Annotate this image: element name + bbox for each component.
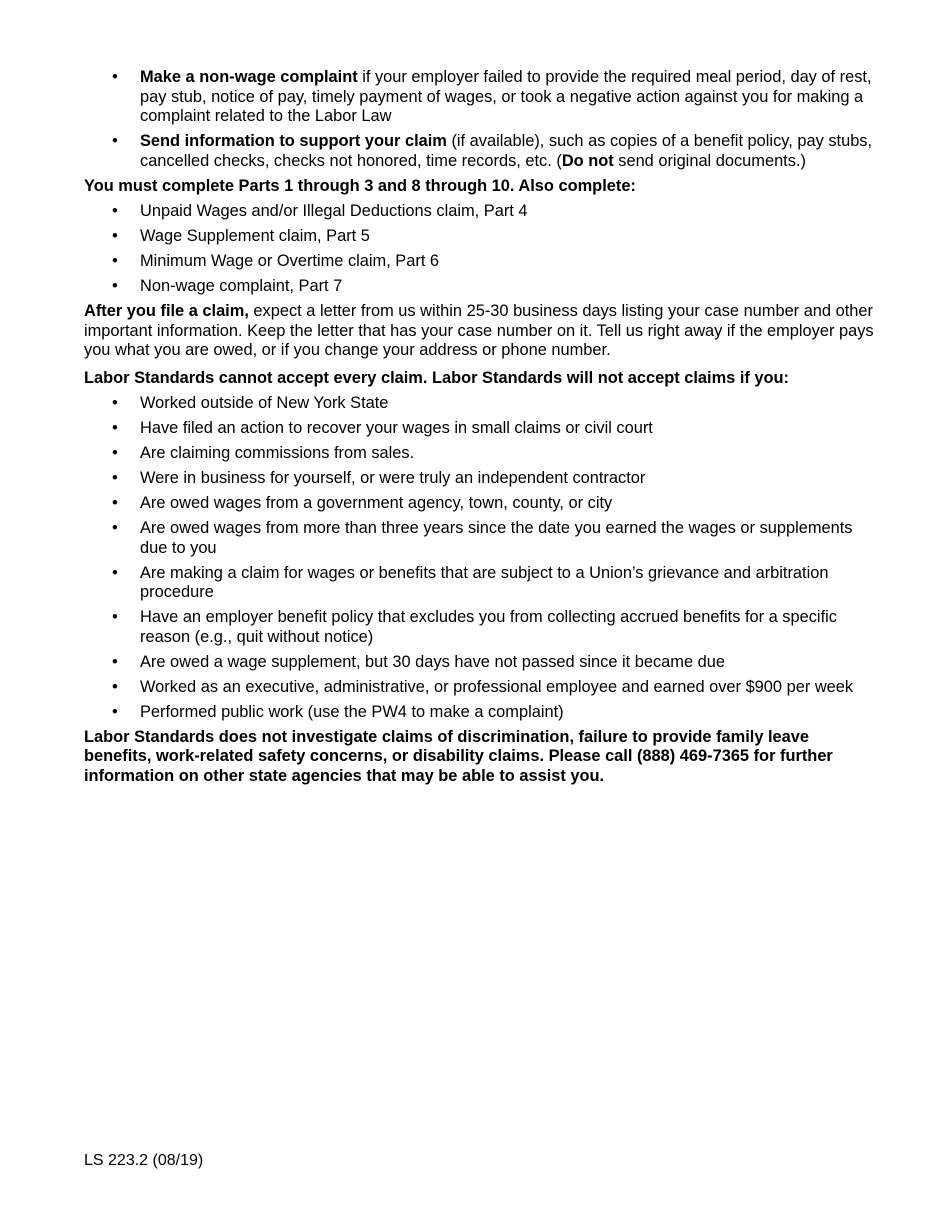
instruction-list — [84, 68, 874, 171]
closing-notice: Labor Standards does not investigate claims of discrimination, failure to provide family leave benefits, work-related safety concerns, or disability claims. Please call (888) 469-7365 for further information on other state agencies that may be able to assist you. — [84, 727, 833, 785]
list-item — [140, 68, 874, 127]
bold-lead: Make a non-wage complaint — [140, 68, 358, 86]
item-text: send original documents.) — [613, 151, 806, 170]
list-item: • Are owed a wage supplement, but 30 days have not passed since it became due — [140, 653, 874, 673]
list-item: • Are making a claim for wages or benefits that are subject to a Union’s grievance and arbitration procedure — [140, 564, 874, 603]
after-file-paragraph — [84, 302, 874, 361]
reject-claims-heading: Labor Standards cannot accept every claim. Labor Standards will not accept claims if you: — [84, 368, 789, 387]
list-item: • Wage Supplement claim, Part 5 — [140, 227, 874, 247]
list-item: • Have an employer benefit policy that excludes you from collecting accrued benefits for a specific reason (e.g., quit without notice) — [140, 608, 874, 647]
list-item: • Are owed wages from a government agency, town, county, or city — [140, 494, 874, 514]
list-item: • Minimum Wage or Overtime claim, Part 6 — [140, 252, 874, 272]
document-body — [84, 68, 874, 792]
list-item: • Worked as an executive, administrative, or professional employee and earned over $900 per week — [140, 678, 874, 698]
reject-claims-list — [84, 394, 874, 722]
complete-parts-heading: You must complete Parts 1 through 3 and 8 through 10. Also complete: — [84, 176, 636, 195]
bold-inline: Do not — [561, 151, 614, 170]
paragraph-text: expect a letter from us within 25-30 business days listing your case number and other important information. Keep the letter that has your case number on it. Tell us right away if the employer pays you what you are owed, or if you change your address or phone number. — [84, 302, 874, 359]
form-number-footer: LS 223.2 (08/19) — [84, 1152, 204, 1169]
item-text: if your employer failed to provide the required meal period, day of rest, pay stub, notice of pay, timely payment of wages, or took a negative action against you for making a complaint related to the Labor Law — [140, 68, 872, 125]
list-item: • Non-wage complaint, Part 7 — [140, 277, 874, 297]
list-item: • Unpaid Wages and/or Illegal Deductions claim, Part 4 — [140, 202, 874, 222]
list-item: • Performed public work (use the PW4 to make a complaint) — [140, 703, 874, 723]
list-item — [140, 132, 874, 171]
item-text: (if available), such as copies of a benefit policy, pay stubs, cancelled checks, checks not honored, time records, etc. ( — [140, 132, 873, 170]
list-item: • Were in business for yourself, or were truly an independent contractor — [140, 469, 874, 489]
list-item: • Have filed an action to recover your wages in small claims or civil court — [140, 419, 874, 439]
bold-lead: Send information to support your claim — [140, 132, 447, 150]
bold-lead: After you file a claim, — [84, 302, 249, 320]
list-item: • Are claiming commissions from sales. — [140, 444, 874, 464]
complete-parts-list — [84, 202, 874, 297]
list-item: • Are owed wages from more than three years since the date you earned the wages or supplements due to you — [140, 519, 874, 558]
list-item: • Worked outside of New York State — [140, 394, 874, 414]
